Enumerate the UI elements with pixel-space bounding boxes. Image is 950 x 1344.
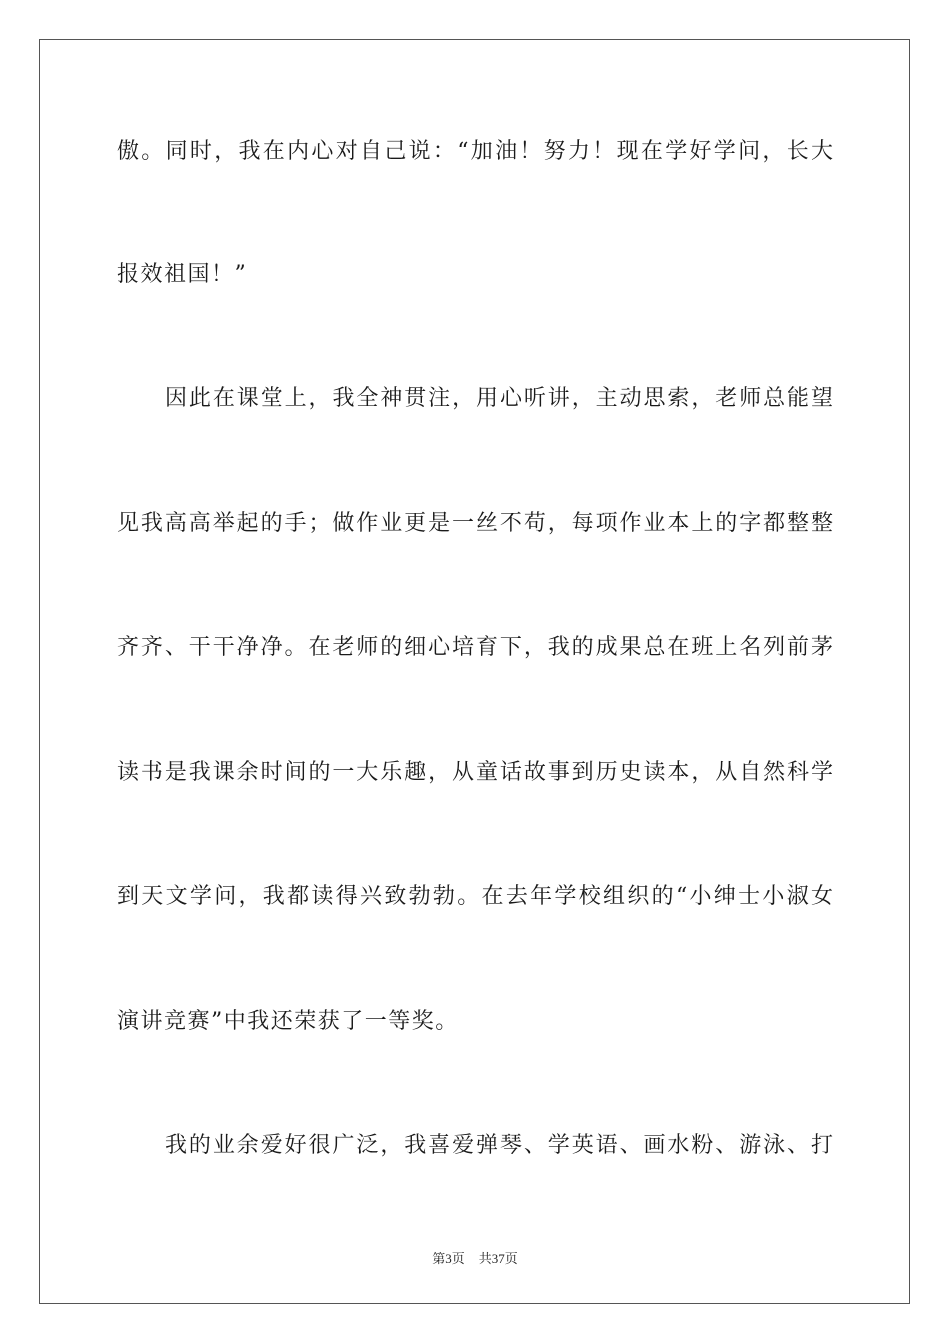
text-line-2: 报效祖国！” <box>117 262 248 287</box>
page-border <box>39 39 910 1304</box>
text-line-1: 傲。同时，我在内心对自己说：“加油！努力！现在学好学问，长大 <box>117 139 833 164</box>
text-line-3: 因此在课堂上，我全神贯注，用心听讲，主动思索，老师总能望 <box>165 386 833 411</box>
text-line-6: 读书是我课余时间的一大乐趣，从童话故事到历史读本，从自然科学 <box>117 760 833 785</box>
text-line-5: 齐齐、干干净净。在老师的细心培育下，我的成果总在班上名列前茅 <box>117 635 833 660</box>
text-line-8: 演讲竞赛”中我还荣获了一等奖。 <box>117 1009 459 1034</box>
text-line-9: 我的业余爱好很广泛，我喜爱弹琴、学英语、画水粉、游泳、打 <box>165 1133 833 1158</box>
page-total: 共37页 <box>478 1251 518 1266</box>
page-footer <box>0 1248 950 1267</box>
page-number: 第3页 <box>432 1251 465 1266</box>
text-line-4: 见我高高举起的手；做作业更是一丝不苟，每项作业本上的字都整整 <box>117 511 833 536</box>
text-line-7: 到天文学问，我都读得兴致勃勃。在去年学校组织的“小绅士小淑女 <box>117 884 833 909</box>
